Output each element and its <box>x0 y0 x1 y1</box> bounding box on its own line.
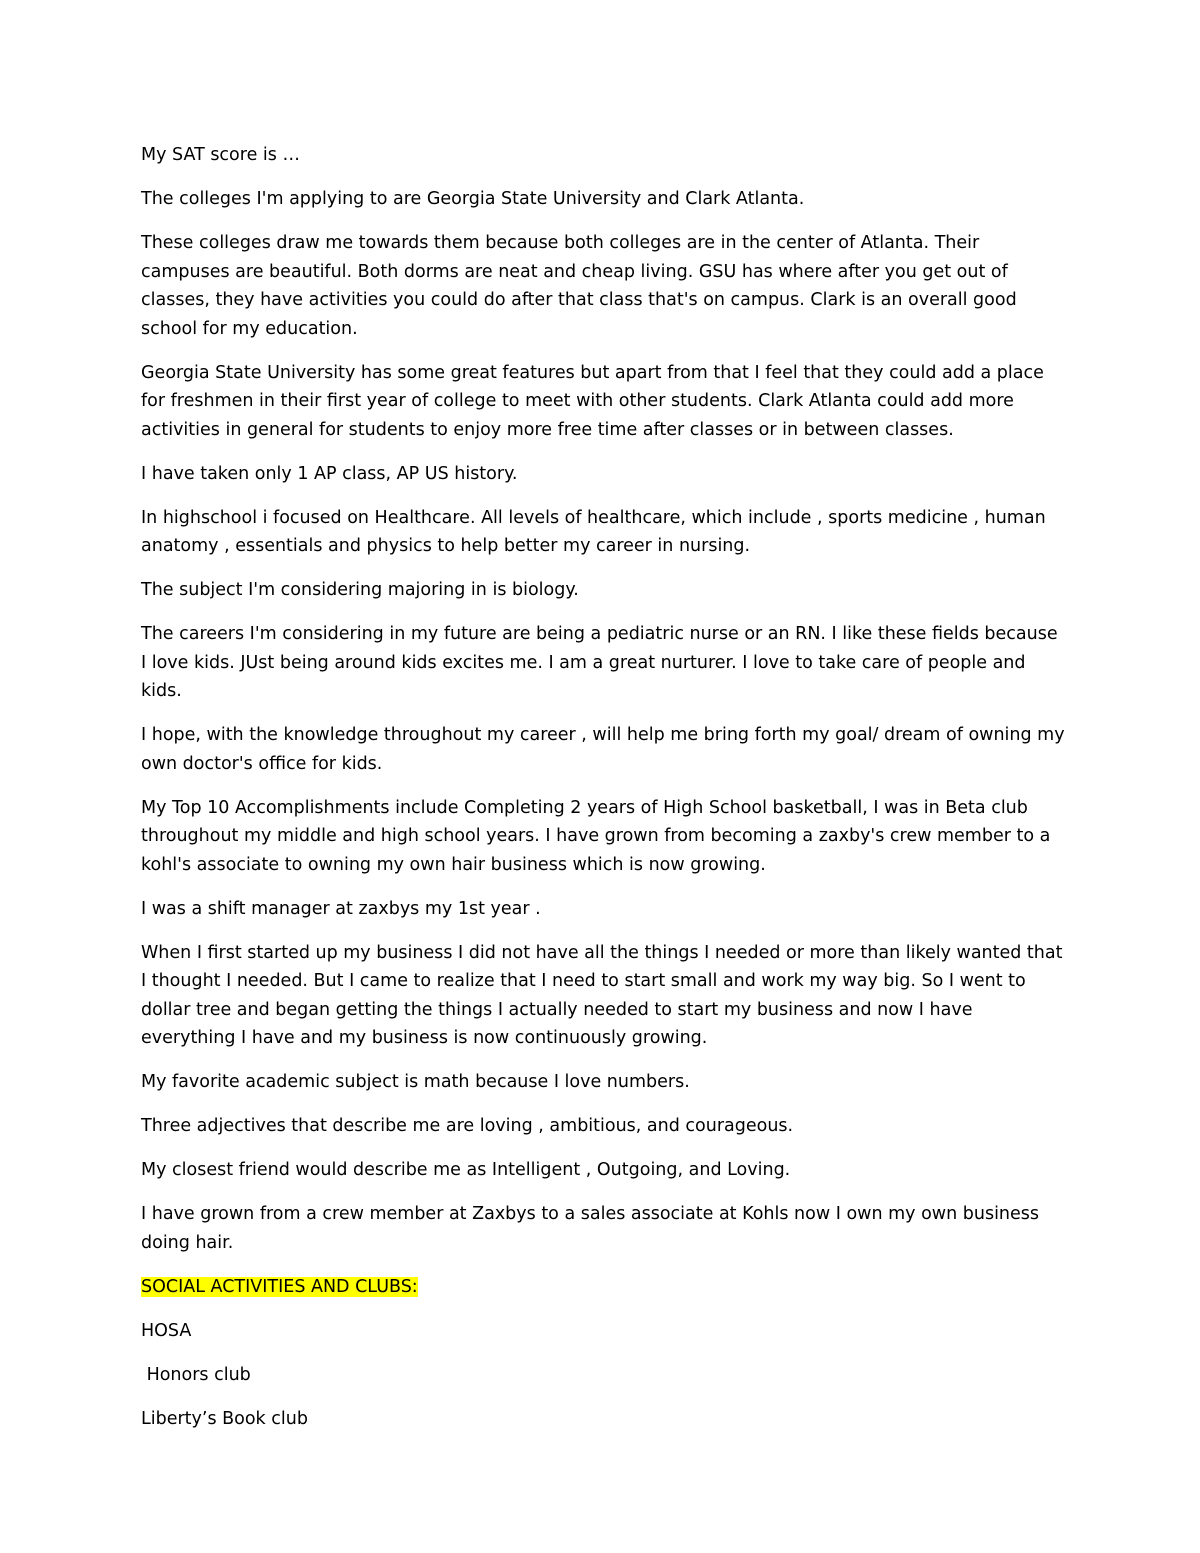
paragraph-business: When I first started up my business I did not have all the things I needed or more than likely wanted that I thought I needed. But I came to realize that I need to start small and work my way big. So I went to dollar tree and began getting the things I actually needed to start my business and now I have everything I have and my business is now continuously growing. <box>141 942 1063 1048</box>
paragraph-careers: The careers I'm considering in my future are being a pediatric nurse or an RN. I like these fields because I love kids. JUst being around kids excites me. I am a great nurturer. I love to take care of people and kids. <box>141 624 1058 701</box>
clubs-heading: SOCIAL ACTIVITIES AND CLUBS: <box>141 1276 418 1297</box>
paragraph-ap-classes: I have taken only 1 AP class, AP US history. <box>141 463 518 484</box>
paragraph-major: The subject I'm considering majoring in is biology. <box>141 580 579 600</box>
paragraph-growth: I have grown from a crew member at Zaxbys to a sales associate at Kohls now I own my own business doing hair. <box>141 1204 1040 1253</box>
paragraph-shift-manager: I was a shift manager at zaxbys my 1st year . <box>141 898 541 919</box>
club-item-book-club: Liberty’s Book club <box>141 1408 308 1429</box>
paragraph-sat-score: My SAT score is … <box>141 145 300 165</box>
paragraph-college-draw: These colleges draw me towards them because both colleges are in the center of Atlanta. Their campuses are beautiful. Both dorms are neat and cheap living. GSU has where after you get out of classes, they have activities you could do after that class that's on campus. Clark is an overall good school for my education. <box>141 233 1017 339</box>
club-item-hosa: HOSA <box>141 1320 192 1341</box>
paragraph-highschool-focus: In highschool i focused on Healthcare. All levels of healthcare, which include , sports medicine , human anatomy , essentials and physics to help better my career in nursing. <box>141 507 1046 556</box>
paragraph-accomplishments: My Top 10 Accomplishments include Completing 2 years of High School basketball, I was in Beta club throughout my middle and high school years. I have grown from becoming a zaxby's crew member to a kohl's associate to owning my own hair business which is now growing. <box>141 797 1051 875</box>
paragraph-favorite-subject: My favorite academic subject is math because I love numbers. <box>141 1072 690 1092</box>
club-item-honors: Honors club <box>141 1364 251 1385</box>
paragraph-adjectives: Three adjectives that describe me are loving , ambitious, and courageous. <box>141 1116 794 1136</box>
clubs-heading-line <box>141 1273 1066 1302</box>
paragraph-goal: I hope, with the knowledge throughout my career , will help me bring forth my goal/ dream of owning my own doctor's office for kids. <box>141 725 1065 774</box>
paragraph-college-improvements: Georgia State University has some great features but apart from that I feel that they could add a place for freshmen in their first year of college to meet with other students. Clark Atlanta could add more activities in general for students to enjoy more free time after classes or in between classes. <box>141 362 1044 440</box>
paragraph-friend-description: My closest friend would describe me as Intelligent , Outgoing, and Loving. <box>141 1160 791 1180</box>
paragraph-colleges: The colleges I'm applying to are Georgia State University and Clark Atlanta. <box>141 189 805 209</box>
document-body <box>141 141 1066 1449</box>
